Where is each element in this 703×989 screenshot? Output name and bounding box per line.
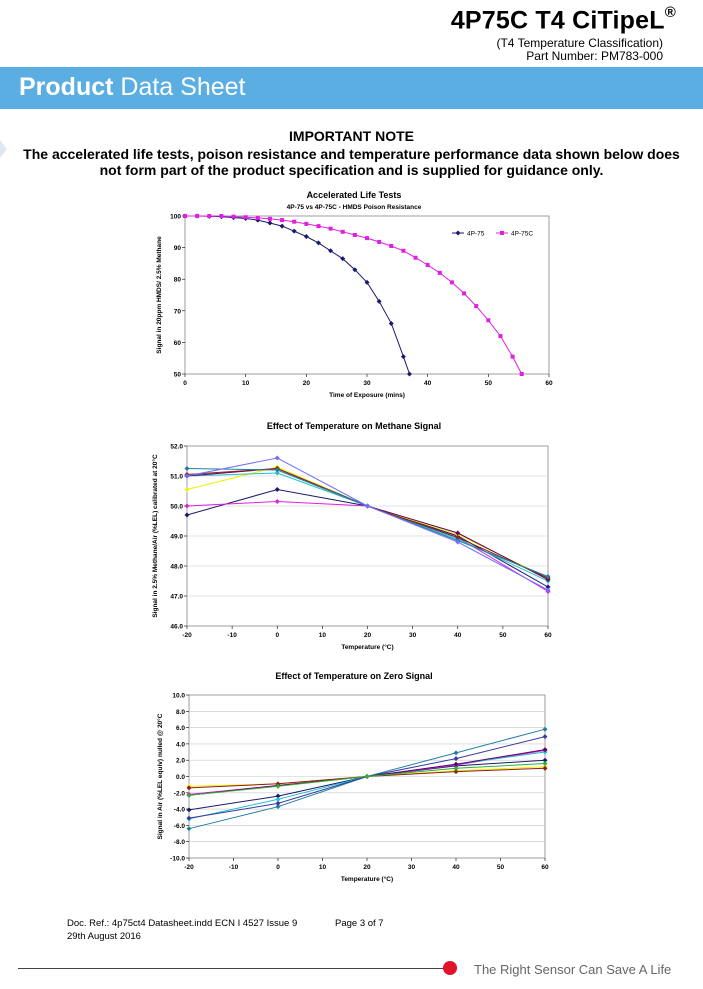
y-tick-label: -6.0 (173, 822, 185, 830)
data-point (268, 217, 272, 221)
product-title (451, 6, 676, 35)
x-tick-label: 10 (318, 864, 327, 871)
data-point (195, 214, 199, 218)
y-tick-label: -10.0 (170, 855, 185, 863)
y-tick-label: 52.0 (170, 443, 183, 451)
data-point (401, 249, 405, 253)
chart-plot-area (156, 693, 549, 884)
y-tick-label: 8.0 (175, 708, 185, 716)
x-tick-label: 20 (302, 380, 310, 387)
data-point (498, 334, 502, 338)
data-point (183, 214, 187, 218)
banner-title-rest: Data Sheet (120, 73, 246, 101)
y-tick-label: 60 (173, 339, 181, 347)
note-body: The accelerated life tests, poison resistance and temperature performance data shown below does not form part of the product specification and is supplied for guidance only. (23, 146, 680, 178)
registered-mark: ® (664, 4, 676, 21)
data-point (426, 263, 430, 267)
x-tick-label: 60 (541, 864, 549, 871)
y-tick-label: 90 (173, 245, 181, 253)
data-point (304, 222, 308, 226)
footer-date: 29th August 2016 (67, 931, 141, 942)
data-point (414, 256, 418, 260)
x-tick-label: 30 (409, 632, 417, 639)
footer-slogan: The Right Sensor Can Save A Life (474, 962, 672, 977)
y-tick-label: 0.0 (175, 774, 185, 781)
x-tick-label: 30 (407, 864, 416, 871)
y-tick-label: 49.0 (170, 533, 183, 541)
x-tick-label: 0 (275, 632, 280, 639)
chart-title: Accelerated Life Tests (306, 190, 402, 200)
legend-label: 4P-75C (511, 230, 534, 238)
data-point (511, 355, 515, 359)
x-tick-label: -20 (182, 632, 192, 639)
data-point (316, 224, 320, 228)
y-tick-label: 70 (173, 308, 181, 316)
x-tick-label: -20 (184, 864, 194, 871)
x-tick-label: 50 (484, 380, 492, 387)
footer-page-number: Page 3 of 7 (335, 918, 384, 929)
x-tick-label: 0 (276, 864, 280, 871)
x-tick-label: 10 (242, 380, 250, 387)
x-tick-label: 40 (454, 632, 462, 639)
y-axis-label: Signal in 2.5% Methane/Air (%LEL) calibrated at 20°C (152, 454, 159, 618)
x-tick-label: 60 (545, 380, 553, 387)
data-point (329, 227, 333, 231)
data-point (207, 214, 211, 218)
x-tick-label: 20 (363, 864, 371, 871)
y-tick-label: 51.0 (170, 473, 183, 481)
y-tick-label: 50 (173, 371, 181, 379)
y-axis-label: Signal in 20ppm HMDS/ 2.5% Methane (156, 236, 163, 354)
data-point (438, 271, 442, 275)
y-tick-label: 2.0 (175, 757, 185, 765)
x-axis-label: Time of Exposure (mins) (329, 392, 405, 399)
chart-title: Effect of Temperature on Methane Signal (266, 421, 442, 431)
data-point (450, 280, 454, 284)
x-tick-label: 20 (363, 632, 372, 639)
data-point (389, 244, 393, 248)
y-tick-label: -8.0 (173, 839, 185, 847)
legend-swatch-marker (500, 231, 504, 235)
x-axis-label: Temperature (°C) (340, 876, 394, 883)
footer-doc-ref: Doc. Ref.: 4p75ct4 Datasheet.indd ECN I 4527 Issue 9 (67, 918, 298, 929)
chart-accelerated-life-tests (0, 180, 703, 405)
x-tick-label: 0 (183, 380, 187, 387)
data-point (486, 318, 490, 322)
footer-divider (18, 968, 450, 969)
data-point (244, 215, 248, 219)
y-tick-label: 6.0 (175, 725, 185, 733)
data-point (462, 291, 466, 295)
banner-title-bold: Product (19, 73, 114, 101)
x-tick-label: 30 (363, 380, 371, 387)
data-point (520, 372, 524, 376)
chart-plot-area (156, 214, 553, 400)
chart-title: Effect of Temperature on Zero Signal (275, 671, 433, 681)
product-title-text: 4P75C T4 CiTipeL (450, 6, 665, 35)
y-tick-label: 48.0 (170, 563, 183, 571)
data-point (474, 304, 478, 308)
y-tick-label: -2.0 (173, 790, 185, 798)
banner-title (19, 73, 246, 102)
product-subtitle: (T4 Temperature Classification) (496, 36, 663, 50)
data-point (377, 240, 381, 244)
y-tick-label: 80 (173, 276, 181, 284)
x-tick-label: 60 (544, 632, 552, 639)
x-tick-label: -10 (228, 864, 239, 871)
section-banner (0, 67, 703, 109)
y-tick-label: 100 (170, 213, 181, 221)
x-tick-label: -10 (227, 632, 237, 639)
data-point (353, 233, 357, 237)
data-point (219, 214, 223, 218)
legend-label: 4P-75 (467, 230, 485, 238)
data-point (280, 218, 284, 222)
x-tick-label: 50 (499, 632, 507, 639)
chart-subtitle: 4P-75 vs 4P-75C - HMDS Poison Resistance (286, 204, 422, 211)
part-number: Part Number: PM783-000 (526, 49, 663, 63)
y-tick-label: 46.0 (170, 623, 183, 631)
data-point (341, 230, 345, 234)
x-tick-label: 10 (318, 632, 326, 639)
y-tick-label: 47.0 (170, 593, 183, 601)
data-point (232, 215, 236, 219)
data-point (365, 236, 369, 240)
note-heading: IMPORTANT NOTE (289, 128, 414, 144)
data-point (292, 220, 296, 224)
y-axis-label: Signal in Air (%LEL equiv) nulled @ 20°C (157, 713, 164, 840)
y-tick-label: 10.0 (172, 692, 185, 700)
y-tick-label: 50.0 (170, 503, 183, 511)
y-tick-label: 4.0 (175, 741, 185, 749)
x-axis-label: Temperature (°C) (341, 644, 394, 651)
chart-temperature-methane-signal (0, 412, 703, 657)
x-tick-label: 40 (424, 380, 432, 387)
x-tick-label: 50 (496, 864, 505, 871)
data-point (256, 216, 260, 220)
footer-red-dot (443, 961, 457, 975)
chart-plot-area (151, 444, 552, 652)
y-tick-label: -4.0 (173, 806, 185, 814)
x-tick-label: 40 (452, 864, 460, 871)
chart-temperature-zero-signal (0, 662, 703, 892)
